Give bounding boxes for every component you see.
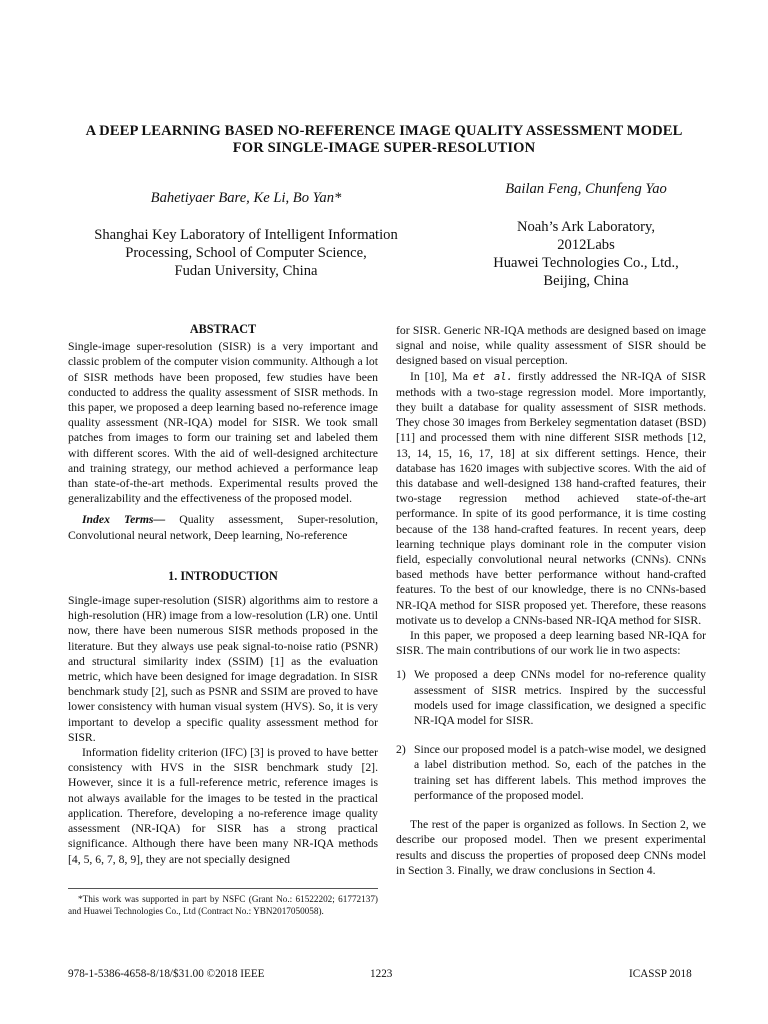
title-line-1: A DEEP LEARNING BASED NO-REFERENCE IMAGE QUALITY ASSESSMENT MODEL [85, 123, 683, 139]
index-terms-label: Index Terms— [82, 513, 166, 527]
list-item [396, 667, 706, 728]
affiliation-left [74, 226, 418, 280]
left-column [68, 322, 378, 867]
affiliation-left-line: Processing, School of Computer Science, [125, 245, 367, 261]
affiliation-right-line: Noah’s Ark Laboratory, [516, 219, 656, 235]
right-paragraph-2 [396, 369, 706, 628]
index-terms [68, 512, 378, 542]
et-al-text: et al. [472, 370, 513, 383]
right-paragraph-2-rest: firstly addressed the NR-IQA of SISR methods with a two-stage regression model. More importantly, they built a database for quality assessment of SISR methods. They chose 30 images from Berkeley segmentation dataset (BSD) [11] and processed them with nine different SISR methods [12, 13, 14, 15, 16, 17, 18] at six different settings. Hence, their database has 1620 images with subjective scores. With the aid of this database and well-designed 138 hand-crafted features, their two-stage regression method achieved state-of-the-art performance. In spite of its good performance, it is time costing because of the 138 hand-crafted features. In recent years, deep learning technique plays dominant role in the computer vision field, especially convolutional neural networks (CNNs). CNNs based methods have better performance without hand-crafted features. To the best of our knowledge, there is no CNNs-based NR-IQA method for SISR proposed yet. Therefore, these reasons motivate us to develop a CNNs-based NR-IQA method for SISR. [396, 369, 706, 627]
abstract-text: Single-image super-resolution (SISR) is a very important and classic problem of the computer vision community. Although a lot of SISR methods have been proposed, few studies have been conducted to address the quality assessment of SISR methods. In this paper, we proposed a deep learning based no-reference image quality assessment (NR-IQA) model for SISR. We took small patches from images to form our training set and labeled them with different scores. With the aid of well-designed architecture and training strategy, our method achieved a performance leap than state-of-the-art methods. Experimental results proved the generalizability and the effectiveness of the proposed model. [68, 340, 378, 506]
affiliation-right-line: Beijing, China [543, 273, 629, 289]
list-item-text: Since our proposed model is a patch-wise model, we designed a label distribution method. So, each of the patches in the training set has different labels. This method improves the performance of the proposed model. [414, 743, 706, 802]
affiliation-left-line: Fudan University, China [174, 263, 318, 279]
footer-isbn: 978-1-5386-4658-8/18/$31.00 ©2018 IEEE [68, 968, 265, 980]
list-item [396, 742, 706, 803]
authors-right: Bailan Feng, Chunfeng Yao [505, 181, 667, 197]
introduction-heading: 1. INTRODUCTION [168, 568, 278, 583]
right-paragraph-2-start: In [10], Ma [410, 369, 473, 383]
right-column [396, 323, 706, 878]
authors-left: Bahetiyaer Bare, Ke Li, Bo Yan* [150, 190, 342, 206]
footer-page-number: 1223 [370, 968, 393, 980]
list-item-number: 2) [396, 743, 406, 757]
footnote [68, 888, 378, 917]
list-item-text: We proposed a deep CNNs model for no-reference quality assessment of SISR metrics. Inspired by the successful models used for image classification, we designed a specific NR-IQA model for SISR. [414, 668, 706, 728]
affiliation-left-line: Shanghai Key Laboratory of Intelligent Information [94, 227, 398, 243]
paper-title [60, 123, 708, 157]
list-item-number: 1) [396, 668, 406, 682]
affiliation-right-line: 2012Labs [557, 237, 615, 253]
title-line-2: FOR SINGLE-IMAGE SUPER-RESOLUTION [232, 140, 536, 156]
affiliation-right [460, 218, 712, 290]
intro-paragraph-1: Single-image super-resolution (SISR) algorithms aim to restore a high-resolution (HR) image from a low-resolution (LR) one. Until now, there have been numerous SISR methods proposed in the literature. But they always use peak signal-to-noise ratio (PSNR) and structural similarity index (SSIM) [1] as the evaluation metric, which have been designed for image degradation. In SISR benchmark study [2], such as PSNR and SSIM are proved to have lower consistency with human visual system (HVS). So, it is very important to develop a specific quality assessment method for SISR. [68, 594, 378, 744]
right-paragraph-3: In this paper, we proposed a deep learning based NR-IQA for SISR. The main contributions of our work lie in two aspects: [396, 629, 706, 658]
intro-paragraph-2: Information fidelity criterion (IFC) [3] is proved to have better consistency with HVS in the SISR benchmark study [2]. However, since it is a full-reference metric, reference images is not always available for the images to be tested in the practical application. Therefore, developing a no-reference image quality assessment (NR-IQA) for SISR has a strong practical significance. Although there have been many NR-IQA methods [4, 5, 6, 7, 8, 9], they are not specially designed [68, 746, 378, 866]
index-terms-text: Quality assessment, Super-resolution, Convolutional neural network, Deep learning, No-reference [68, 513, 378, 542]
right-paragraph-1: for SISR. Generic NR-IQA methods are designed based on image signal and noise, while quality assessment of SISR should be designed based on visual perception. [396, 324, 706, 368]
abstract-heading: ABSTRACT [189, 322, 257, 336]
footnote-text: *This work was supported in part by NSFC (Grant No.: 61522202; 61772137) and Huawei Technologies Co., Ltd (Contract No.: YBN2017050058). [68, 894, 378, 916]
right-paragraph-4: The rest of the paper is organized as follows. In Section 2, we describe our proposed model. Then we present experimental results and discuss the properties of proposed deep CNNs model in Section 3. Finally, we draw conclusions in Section 4. [396, 818, 706, 877]
footer-venue: ICASSP 2018 [629, 968, 692, 980]
affiliation-right-line: Huawei Technologies Co., Ltd., [493, 255, 679, 271]
contributions-list [396, 667, 706, 803]
